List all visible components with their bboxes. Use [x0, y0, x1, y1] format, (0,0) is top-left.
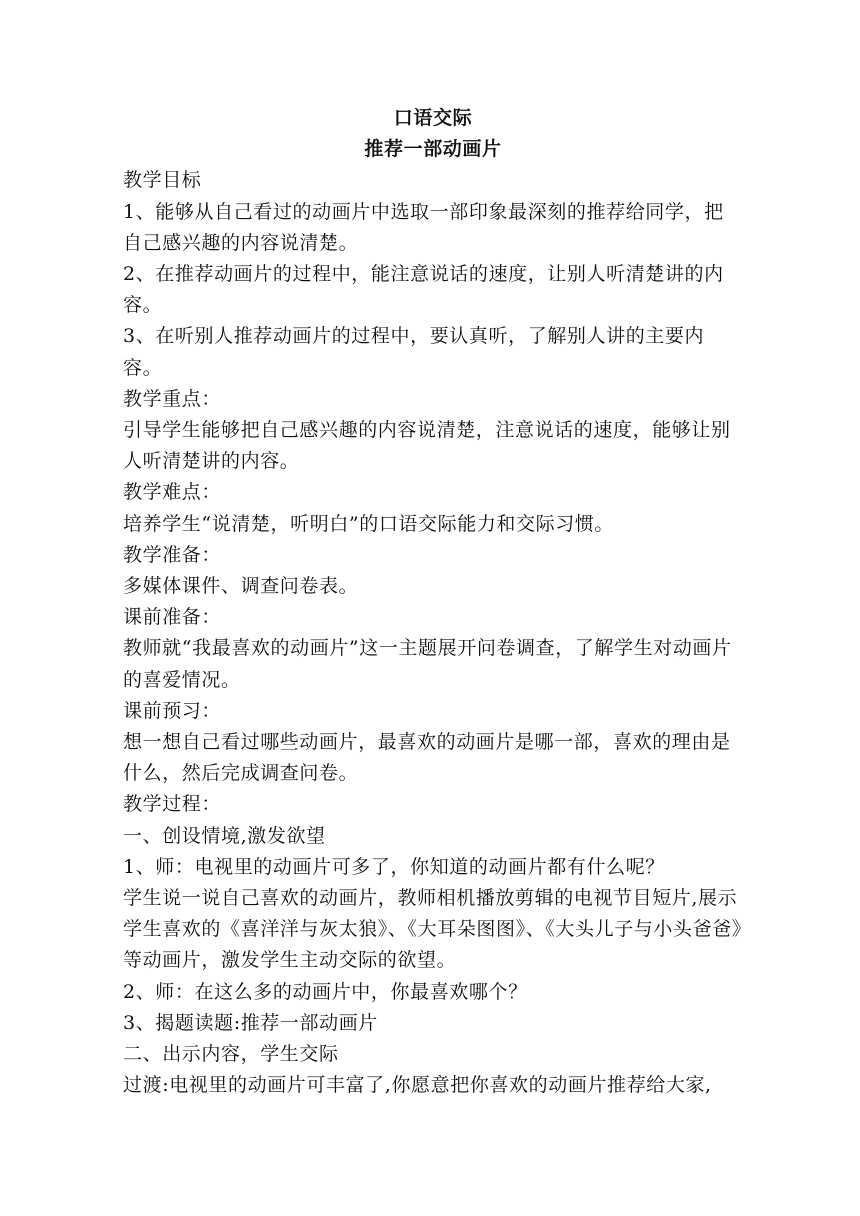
heading-process: 教学过程： — [123, 793, 222, 816]
heading-teaching-goals: 教学目标 — [123, 169, 202, 192]
goal-2: 2、在推荐动画片的过程中，能注意说话的速度，让别人听清楚讲的内容。 — [123, 263, 724, 317]
key-points-text: 引导学生能够把自己感兴趣的内容说清楚，注意说话的速度，能够让别人听清楚讲的内容。 — [123, 419, 731, 473]
step-1: 1、师：电视里的动画片可多了，你知道的动画片都有什么呢？ — [123, 855, 665, 878]
heading-preview: 课前预习： — [123, 699, 222, 722]
heading-difficulties: 教学难点： — [123, 481, 222, 504]
section-1-heading: 一、创设情境,激发欲望 — [123, 824, 326, 847]
goal-1: 1、能够从自己看过的动画片中选取一部印象最深刻的推荐给同学，把自己感兴趣的内容说清楚。 — [123, 200, 724, 254]
document-subtitle: 推荐一部动画片 — [364, 138, 502, 161]
document-body — [123, 103, 743, 1102]
pre-class-prep-text: 教师就“我最喜欢的动画片”这一主题展开问卷调查，了解学生对动画片的喜爱情况。 — [123, 637, 732, 691]
transition-text: 过渡:电视里的动画片可丰富了,你愿意把你喜欢的动画片推荐给大家, — [123, 1074, 712, 1097]
heading-pre-class-prep: 课前准备： — [123, 606, 222, 629]
preview-text: 想一想自己看过哪些动画片，最喜欢的动画片是哪一部，喜欢的理由是什么，然后完成调查问卷。 — [123, 731, 731, 785]
step-2: 2、师：在这么多的动画片中，你最喜欢哪个？ — [123, 980, 528, 1003]
preparation-text: 多媒体课件、调查问卷表。 — [123, 575, 359, 598]
difficulties-text: 培养学生“说清楚，听明白”的口语交际能力和交际习惯。 — [123, 512, 615, 535]
step-1-detail: 学生说一说自己喜欢的动画片，教师相机播放剪辑的电视节目短片,展示学生喜欢的《喜洋洋与灰太狼》、《大耳朵图图》、《大头儿子与小头爸爸》等动画片，激发学生主动交际的欲望。 — [123, 887, 742, 972]
heading-key-points: 教学重点： — [123, 387, 222, 410]
step-3: 3、揭题读题:推荐一部动画片 — [123, 1011, 378, 1034]
section-2-heading: 二、出示内容，学生交际 — [123, 1043, 339, 1066]
heading-preparation: 教学准备： — [123, 543, 222, 566]
goal-3: 3、在听别人推荐动画片的过程中，要认真听，了解别人讲的主要内容。 — [123, 325, 705, 379]
document-title: 口语交际 — [393, 107, 473, 129]
